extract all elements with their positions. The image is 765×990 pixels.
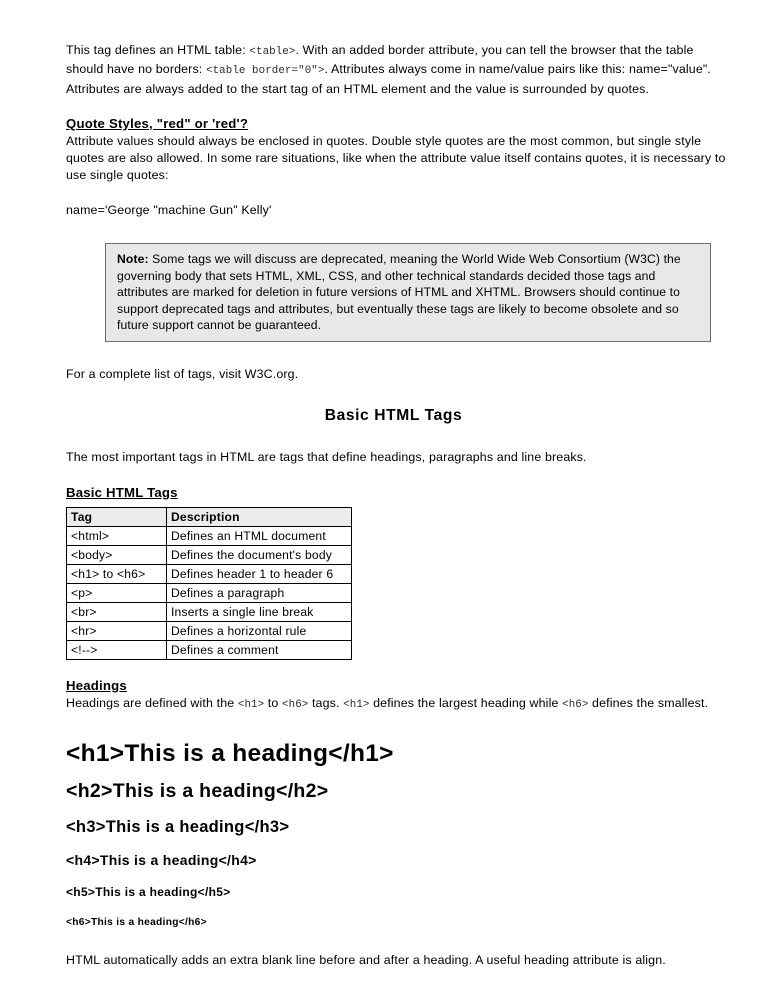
headings-closing-paragraph: HTML automatically adds an extra blank line before and after a heading. A useful heading attribute is align. xyxy=(66,952,666,967)
headings-intro-part-2: to xyxy=(264,695,283,710)
heading-sample-h3: <h3>This is a heading</h3> xyxy=(66,817,290,836)
basic-html-tags-table xyxy=(66,507,352,660)
table-cell-tag: <br> xyxy=(67,602,167,621)
table-cell-tag: <body> xyxy=(67,545,167,564)
table-column-header-description: Description xyxy=(167,507,352,526)
quote-styles-example: name='George "machine Gun" Kelly' xyxy=(66,202,272,217)
headings-intro-paragraph xyxy=(66,695,728,714)
page-title: Basic HTML Tags xyxy=(324,407,463,425)
heading-sample-h4: <h4>This is a heading</h4> xyxy=(66,851,257,868)
section-intro-paragraph: The most important tags in HTML are tags that define headings, paragraphs and line breaks. xyxy=(66,450,587,465)
table-cell-description: Defines the document's body xyxy=(167,545,352,564)
inline-code-h1-b: <h1> xyxy=(343,698,370,711)
table-cell-description: Defines a paragraph xyxy=(167,583,352,602)
document-content xyxy=(66,42,728,969)
quote-styles-paragraph: Attribute values should always be enclosed in quotes. Double style quotes are the most common, but single style quotes are also allowed. In some rare situations, like when the attribute value itself contains quotes, it is necessary to use single quotes: xyxy=(66,133,726,183)
table-cell-tag: <html> xyxy=(67,526,167,545)
table-cell-tag: <hr> xyxy=(67,621,167,640)
note-callout-box xyxy=(105,243,711,342)
table-row xyxy=(67,602,352,621)
heading-sample-h1: <h1>This is a heading</h1> xyxy=(66,739,394,767)
headings-intro-part-1: Headings are defined with the xyxy=(66,695,238,710)
heading-sample-h6: <h6>This is a heading</h6> xyxy=(66,916,207,928)
table-cell-tag: <h1> to <h6> xyxy=(67,564,167,583)
note-label: Note: xyxy=(117,252,149,267)
inline-code-h6-a: <h6> xyxy=(282,698,309,711)
table-cell-tag: <p> xyxy=(67,583,167,602)
intro-paragraph xyxy=(66,42,728,98)
headings-section-heading: Headings xyxy=(66,677,127,693)
inline-code-h6-b: <h6> xyxy=(562,698,589,711)
table-cell-description: Defines an HTML document xyxy=(167,526,352,545)
quote-styles-heading: Quote Styles, "red" or 'red'? xyxy=(66,115,249,131)
inline-code-table-border: <table border="0"> xyxy=(206,65,325,78)
table-row xyxy=(67,640,352,659)
note-text xyxy=(117,251,701,334)
table-cell-description: Defines header 1 to header 6 xyxy=(167,564,352,583)
inline-code-h1-a: <h1> xyxy=(237,698,265,711)
table-row xyxy=(67,621,352,640)
heading-sample-h5: <h5>This is a heading</h5> xyxy=(66,884,231,899)
table-column-header-tag: Tag xyxy=(67,507,167,526)
table-row xyxy=(67,545,352,564)
heading-sample-h2: <h2>This is a heading</h2> xyxy=(66,779,329,802)
headings-intro-part-5: defines the smallest. xyxy=(588,695,709,710)
table-cell-description: Defines a horizontal rule xyxy=(167,621,352,640)
table-heading: Basic HTML Tags xyxy=(66,484,178,500)
w3c-reference-line: For a complete list of tags, visit W3C.org. xyxy=(66,367,299,382)
table-heading-wrap xyxy=(66,484,728,502)
intro-text-part-2: . With an added border attribute, you can tell the browser that the table should have no borders: xyxy=(66,43,694,77)
intro-text-part-3: . Attributes always come in name/value pairs like this: name="value". Attributes are always added to the start tag of an HTML element and the value is surrounded by quotes. xyxy=(66,62,712,96)
quote-styles-heading-wrap xyxy=(66,115,728,133)
inline-code-table-tag: <table> xyxy=(249,46,296,58)
headings-intro-part-3: tags. xyxy=(308,695,344,710)
table-row xyxy=(67,564,352,583)
table-cell-description: Defines a comment xyxy=(167,640,352,659)
note-body: Some tags we will discuss are deprecated, meaning the World Wide Web Consortium (W3C) the governing body that sets HTML, XML, CSS, and other technical standards decided those tags and attributes are marked for deletion in future versions of HTML and XHTML. Browsers should continue to support deprecated tags and attributes, but eventually these tags are likely to become obsolete and so future support cannot be guaranteed. xyxy=(117,252,681,333)
intro-text-part-1: This tag defines an HTML table: xyxy=(66,43,250,57)
headings-intro-part-4: defines the largest heading while xyxy=(369,695,563,710)
table-row xyxy=(67,583,352,602)
table-header-row xyxy=(67,507,352,526)
table-cell-tag: <!--> xyxy=(67,640,167,659)
headings-section-heading-wrap xyxy=(66,677,728,695)
table-cell-description: Inserts a single line break xyxy=(167,602,352,621)
table-row xyxy=(67,526,352,545)
